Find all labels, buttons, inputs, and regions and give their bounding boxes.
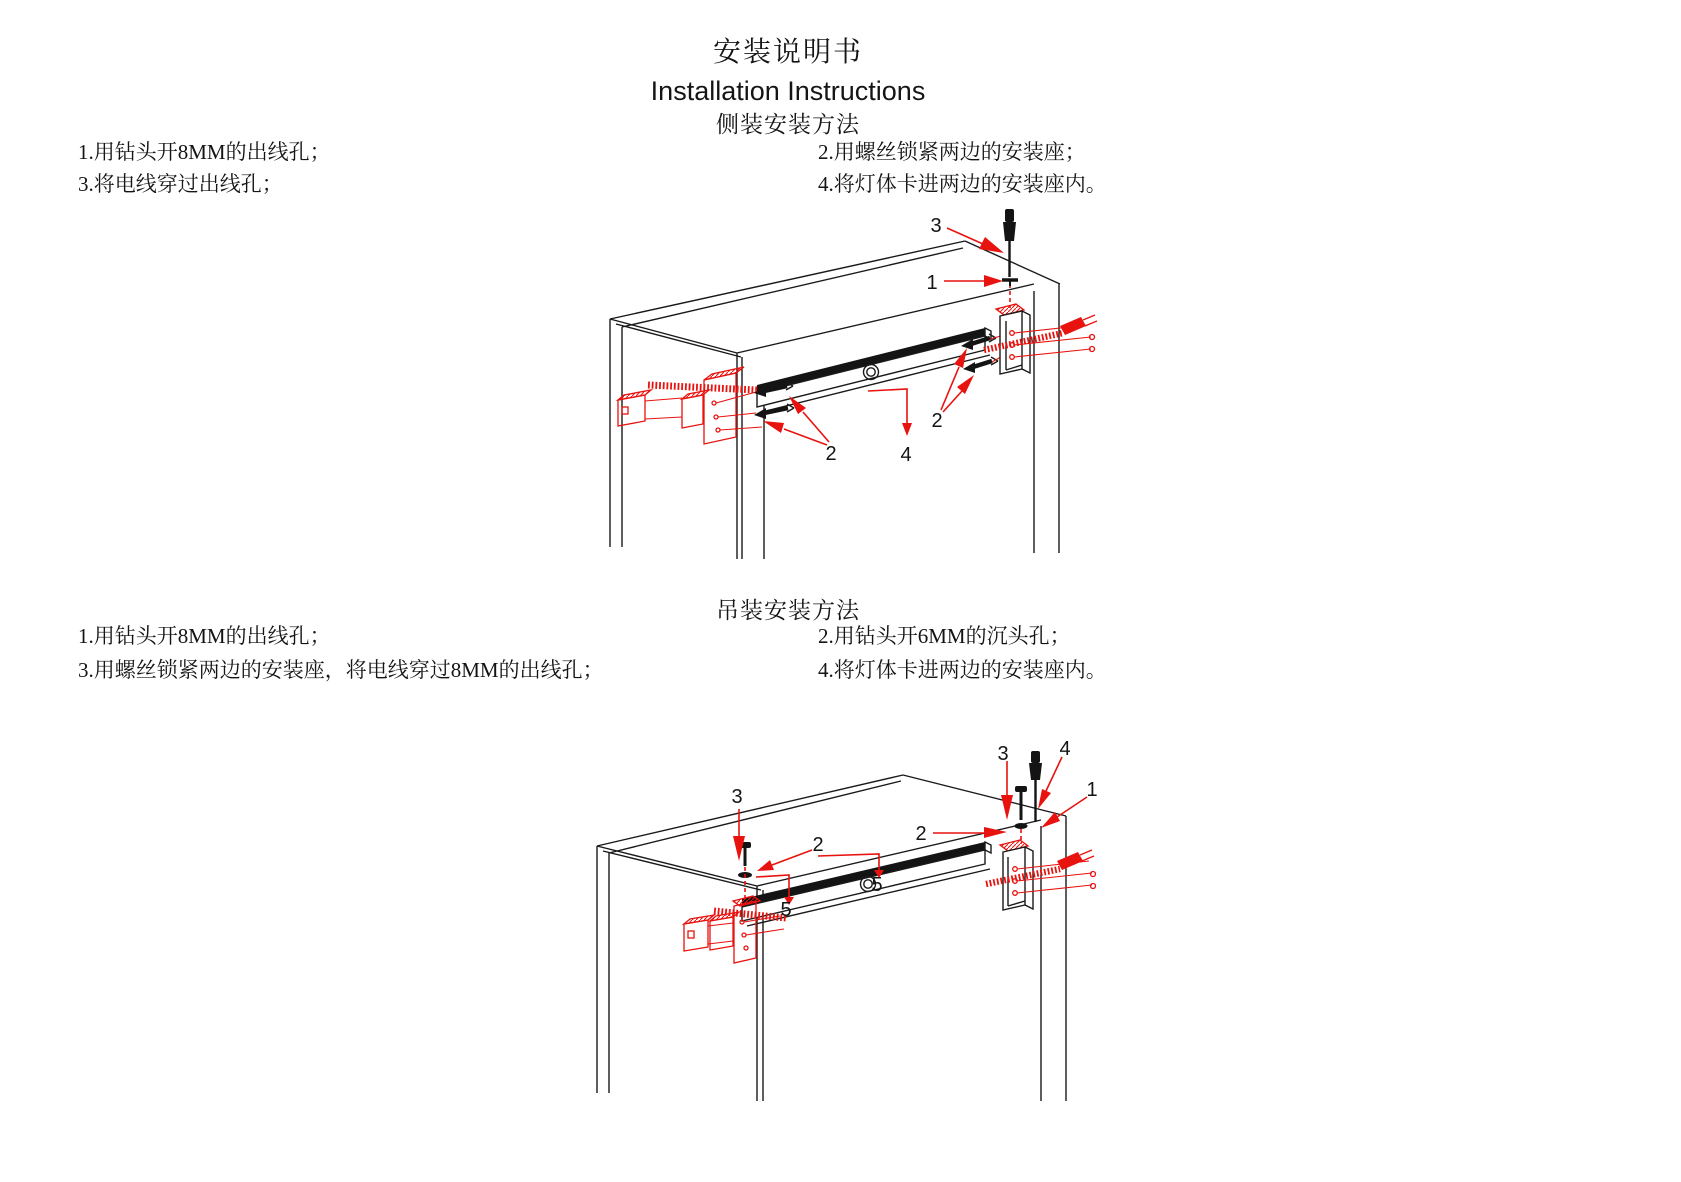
callout-lamp-left: 5	[780, 899, 792, 921]
callout-screwdriver: 3	[930, 215, 942, 237]
step-2-4: 4.将灯体卡进两边的安装座内。	[818, 658, 1107, 682]
diagram-pendant-mount	[540, 690, 1120, 1110]
page-title-zh: 安装说明书	[712, 36, 863, 67]
callout-wood-screw: 1	[926, 272, 938, 294]
left-mount-bracket	[618, 367, 762, 444]
diagram-side-mount	[540, 195, 1120, 570]
callout-lamp-right: 5	[871, 874, 883, 896]
screwdriver-icon	[1029, 751, 1042, 822]
callout-screw-left: 3	[731, 786, 743, 808]
page-title-en: Installation Instructions	[650, 76, 926, 106]
cabinet-outline	[610, 241, 1060, 559]
right-mount-bracket	[984, 284, 1097, 374]
step-1-4: 4.将灯体卡进两边的安装座内。	[818, 172, 1107, 196]
callout-screws-left: 2	[825, 443, 837, 465]
section-1-heading-row	[0, 106, 1576, 139]
step-2-3: 3.用螺丝锁紧两边的安装座，将电线穿过8MM的出线孔；	[78, 658, 604, 682]
screwdriver-icon	[1003, 209, 1016, 277]
callout-hole-left: 2	[812, 834, 824, 856]
section-2-heading: 吊装安装方法	[716, 597, 860, 623]
callout-screws-right: 2	[931, 410, 943, 432]
callout-screw-assembled: 1	[1086, 779, 1098, 801]
power-plug	[1060, 317, 1086, 335]
step-1-2: 2.用螺丝锁紧两边的安装座；	[818, 140, 1086, 164]
cabinet-outline	[597, 775, 1066, 1101]
wire-coil-left	[648, 385, 757, 390]
step-2-1: 1.用钻头开8MM的出线孔；	[78, 624, 331, 648]
callout-screw-right: 3	[997, 743, 1009, 765]
step-1-1: 1.用钻头开8MM的出线孔；	[78, 140, 331, 164]
callout-lamp-body: 4	[900, 444, 912, 466]
wood-screw	[1002, 280, 1018, 286]
power-plug	[1057, 852, 1083, 870]
screw-right	[1015, 786, 1028, 844]
callout-screwdriver: 4	[1059, 738, 1071, 760]
callout-hole-right: 2	[915, 823, 927, 845]
section-1-heading: 侧装安装方法	[716, 111, 860, 137]
hole-right	[1015, 823, 1028, 829]
step-2-2: 2.用钻头开6MM的沉头孔；	[818, 624, 1071, 648]
title-block	[0, 30, 1576, 107]
step-1-3: 3.将电线穿过出线孔；	[78, 172, 283, 196]
